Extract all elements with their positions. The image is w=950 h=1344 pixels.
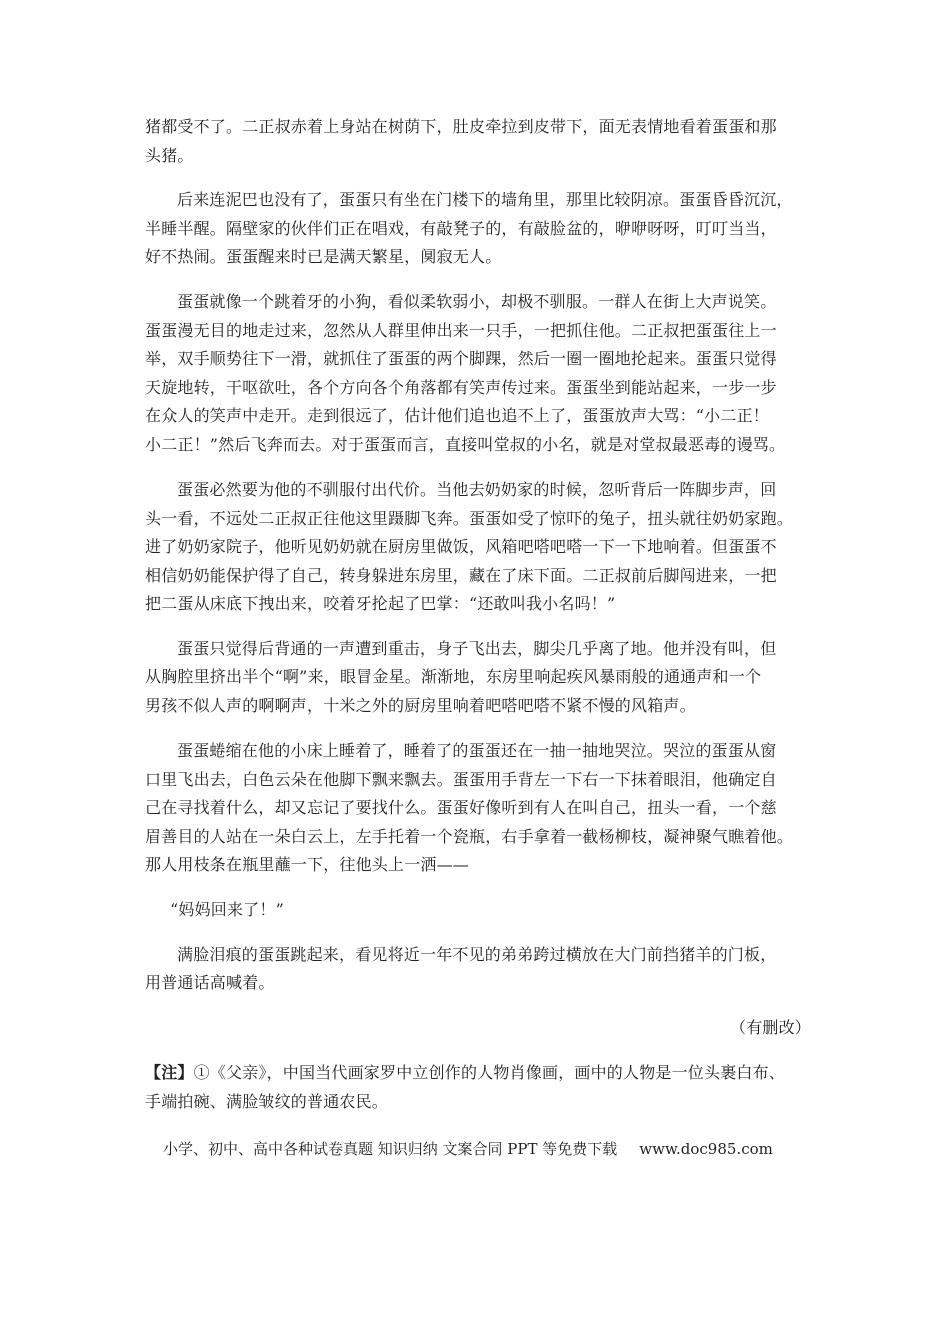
text-line: 在众人的笑声中走开。走到很远了，估计他们追也追不上了，蛋蛋放声大骂：“小二正！ bbox=[145, 406, 769, 425]
text-line: 头一看，不远处二正叔正往他这里蹑脚飞奔。蛋蛋如受了惊吓的兔子，扭头就往奶奶家跑。 bbox=[145, 509, 794, 528]
text-line: 半睡半醒。隔壁家的伙伴们正在唱戏，有敲凳子的，有敲脸盆的，咿咿呀呀，叮叮当当， bbox=[145, 219, 777, 238]
text-line: 蛋蛋就像一个跳着牙的小狗，看似柔软弱小，却极不驯服。一群人在街上大声说笑。 bbox=[177, 292, 777, 311]
note-head: 【注】 bbox=[145, 1063, 194, 1082]
text-line: 男孩不似人声的啊啊声，十米之外的厨房里响着吧嗒吧嗒不紧不慢的风箱声。 bbox=[145, 696, 696, 715]
text-line: 头猪。 bbox=[145, 146, 194, 165]
text-line: 好不热闹。蛋蛋醒来时已是满天繁星，阒寂无人。 bbox=[145, 247, 502, 266]
text-line: 己在寻找着什么，却又忘记了要找什么。蛋蛋好像听到有人在叫自己，扭头一看，一个慈 bbox=[145, 798, 777, 817]
note-line bbox=[145, 1063, 785, 1083]
text-line: 举，双手顺势往下一滑，就抓住了蛋蛋的两个脚踝，然后一圈一圈地抡起来。蛋蛋只觉得 bbox=[145, 349, 777, 368]
footer-url[interactable]: www.doc985.com bbox=[639, 1140, 773, 1158]
text-line: 进了奶奶家院子，他听见奶奶就在厨房里做饭，风箱吧嗒吧嗒一下一下地响着。但蛋蛋不 bbox=[145, 537, 777, 556]
text-line: 满脸泪痕的蛋蛋跳起来，看见将近一年不见的弟弟跨过横放在大门前挡猪羊的门板， bbox=[177, 945, 777, 964]
text-line: 蛋蛋必然要为他的不驯服付出代价。当他去奶奶家的时候，忽听背后一阵脚步声，回 bbox=[177, 480, 777, 499]
note-text: ①《父亲》，中国当代画家罗中立创作的人物肖像画，画中的人物是一位头裹白布、 bbox=[193, 1063, 786, 1082]
text-line: 猪都受不了。二正叔赤着上身站在树荫下，肚皮牵拉到皮带下，面无表情地看着蛋蛋和那 bbox=[145, 117, 777, 136]
text-line: “妈妈回来了！” bbox=[170, 900, 284, 919]
text-line: 把二蛋从床底下拽出来，咬着牙抡起了巴掌：“还敢叫我小名吗！” bbox=[145, 594, 616, 613]
text-line: 从胸腔里挤出半个“啊”来，眼冒金星。渐渐地，东房里响起疾风暴雨般的通通声和一个 bbox=[145, 667, 762, 686]
text-line: 用普通话高喊着。 bbox=[145, 973, 275, 992]
page-footer bbox=[163, 1139, 773, 1159]
text-line: 蛋蛋只觉得后背通的一声遭到重击，身子飞出去，脚尖几乎离了地。他并没有叫，但 bbox=[177, 639, 777, 658]
text-line: 眉善目的人站在一朵白云上，左手托着一个瓷瓶，右手拿着一截杨柳枝，凝神聚气瞧着他。 bbox=[145, 827, 794, 846]
text-line: 后来连泥巴也没有了，蛋蛋只有坐在门楼下的墙角里，那里比较阴凉。蛋蛋昏昏沉沉， bbox=[177, 190, 793, 209]
text-line: 那人用枝条在瓶里蘸一下，往他头上一洒—— bbox=[145, 855, 470, 874]
text-line: 蛋蛋漫无目的地走过来，忽然从人群里伸出来一只手，一把抓住他。二正叔把蛋蛋往上一 bbox=[145, 321, 777, 340]
text-line: 相信奶奶能保护得了自己，转身躲进东房里，藏在了床下面。二正叔前后脚闯进来，一把 bbox=[145, 566, 777, 585]
text-line: 小二正！”然后飞奔而去。对于蛋蛋而言，直接叫堂叔的小名，就是对堂叔最恶毒的谩骂。 bbox=[145, 435, 786, 454]
revision-note: （有删改） bbox=[730, 1018, 812, 1037]
text-line: 口里飞出去，白色云朵在他脚下飘来飘去。蛋蛋用手背左一下右一下抹着眼泪，他确定自 bbox=[145, 770, 777, 789]
note-line: 手端拍碗、满脸皱纹的普通农民。 bbox=[145, 1092, 389, 1111]
text-line: 蛋蛋蜷缩在他的小床上睡着了，睡着了的蛋蛋还在一抽一抽地哭泣。哭泣的蛋蛋从窗 bbox=[177, 741, 777, 760]
footer-text: 小学、初中、高中各种试卷真题 知识归纳 文案合同 PPT 等免费下载 bbox=[163, 1140, 618, 1158]
text-line: 天旋地转，干呕欲吐，各个方向各个角落都有笑声传过来。蛋蛋坐到能站起来，一步一步 bbox=[145, 378, 777, 397]
